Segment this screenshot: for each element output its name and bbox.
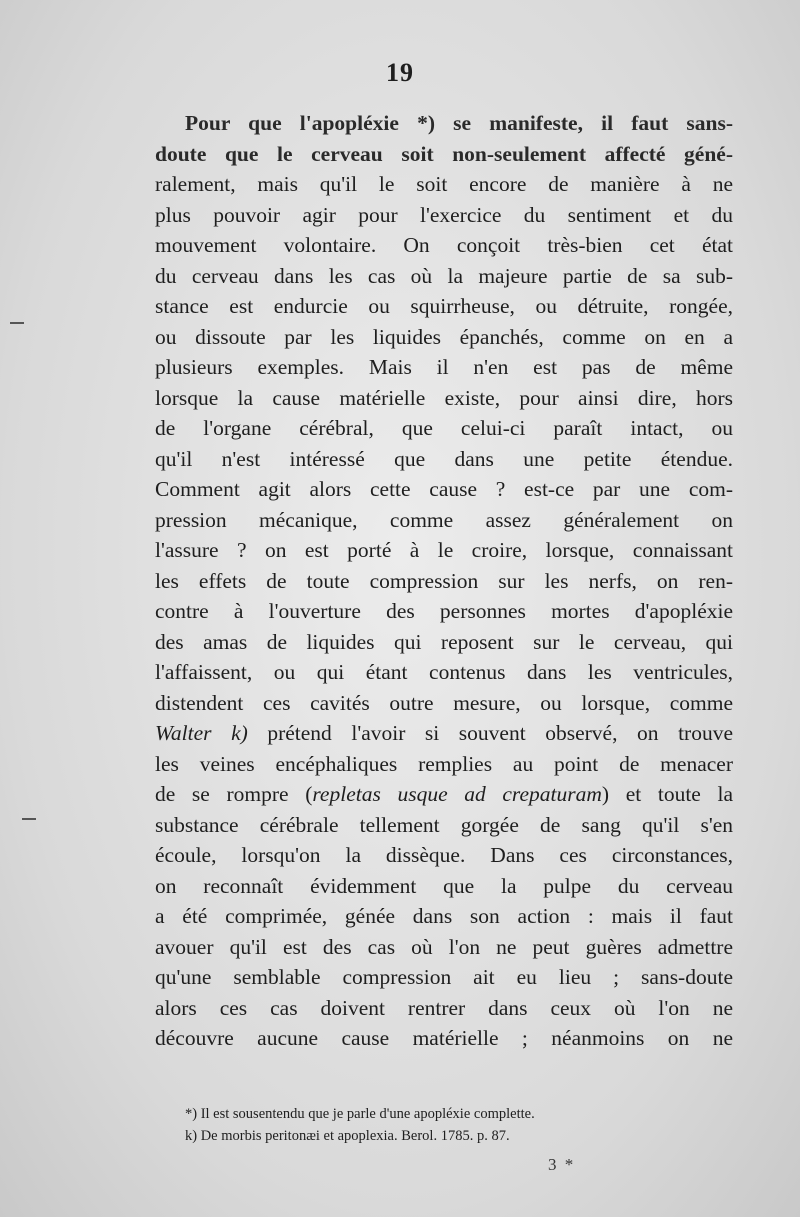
signature-mark: 3 * [548,1155,576,1174]
text-line [155,779,733,810]
text-line: on reconnaît évidemment que la pulpe du cerveau [155,873,733,898]
author-citation: Walter k) [155,721,248,745]
text-line: mouvement volontaire. On conçoit très-bien cet état [155,233,733,257]
footnotes [185,1103,745,1147]
text-line-pre: de se rompre ( [155,782,313,806]
text-line: découvre aucune cause matérielle ; néanmoins on ne [155,1026,733,1050]
latin-quote: repletas usque ad crepaturam [312,782,602,806]
text-line: les veines encéphaliques remplies au point de menacer [155,751,733,776]
footnote: k) De morbis peritonæi et apoplexia. Berol. 1785. p. 87. [185,1128,510,1144]
text-line: substance cérébrale tellement gorgée de sang qu'il s'en [155,812,733,837]
text-line: qu'il n'est intéressé que dans une petite étendue. [155,446,733,471]
body-text [155,108,733,1054]
text-line: doute que le cerveau soit non-seulement affecté géné- [155,141,733,166]
text-line: distendent ces cavités outre mesure, ou lorsque, comme [155,690,733,715]
text-line: des amas de liquides qui reposent sur le cerveau, qui [155,629,733,654]
margin-mark [10,322,24,324]
text-line: ou dissoute par les liquides épanchés, comme on en a [155,324,733,349]
margin-mark [22,818,36,820]
text-line: plus pouvoir agir pour l'exercice du sentiment et du [155,202,733,227]
text-line: ralement, mais qu'il le soit encore de manière à ne [155,172,733,196]
text-line: a été comprimée, génée dans son action : mais il faut [155,904,733,928]
text-line: alors ces cas doivent rentrer dans ceux où l'on ne [155,995,733,1020]
text-line: avouer qu'il est des cas où l'on ne peut guères admettre [155,934,733,959]
text-line: contre à l'ouverture des personnes mortes d'apopléxie [155,599,733,623]
text-line [155,718,733,749]
text-line-rest: ) et toute la [601,782,734,806]
text-line: les effets de toute compression sur les nerfs, on ren- [155,568,733,593]
text-line: de l'organe cérébral, que celui-ci paraît intact, ou [155,416,733,440]
text-line: pression mécanique, comme assez généralement on [155,507,733,532]
footnote: *) Il est sousentendu que je parle d'une apopléxie complette. [185,1106,535,1122]
text-line: l'assure ? on est porté à le croire, lorsque, connaissant [155,538,733,562]
text-line: du cerveau dans les cas où la majeure partie de sa sub- [155,263,733,288]
text-line: plusieurs exemples. Mais il n'en est pas de même [155,355,733,379]
text-line: Pour que l'apopléxie *) se manifeste, il faut sans- [185,111,733,135]
text-line: l'affaissent, ou qui étant contenus dans les ventricules, [155,660,733,684]
text-line: lorsque la cause matérielle existe, pour ainsi dire, hors [155,385,733,410]
text-line: écoule, lorsqu'on la dissèque. Dans ces circonstances, [155,843,733,867]
text-line: Comment agit alors cette cause ? est-ce par une com- [155,477,733,501]
page-number: 19 [386,58,414,87]
text-line: qu'une semblable compression ait eu lieu ; sans-doute [155,965,733,989]
text-line-rest: prétend l'avoir si souvent observé, on trouve [247,721,733,745]
text-line: stance est endurcie ou squirrheuse, ou détruite, rongée, [155,294,733,318]
